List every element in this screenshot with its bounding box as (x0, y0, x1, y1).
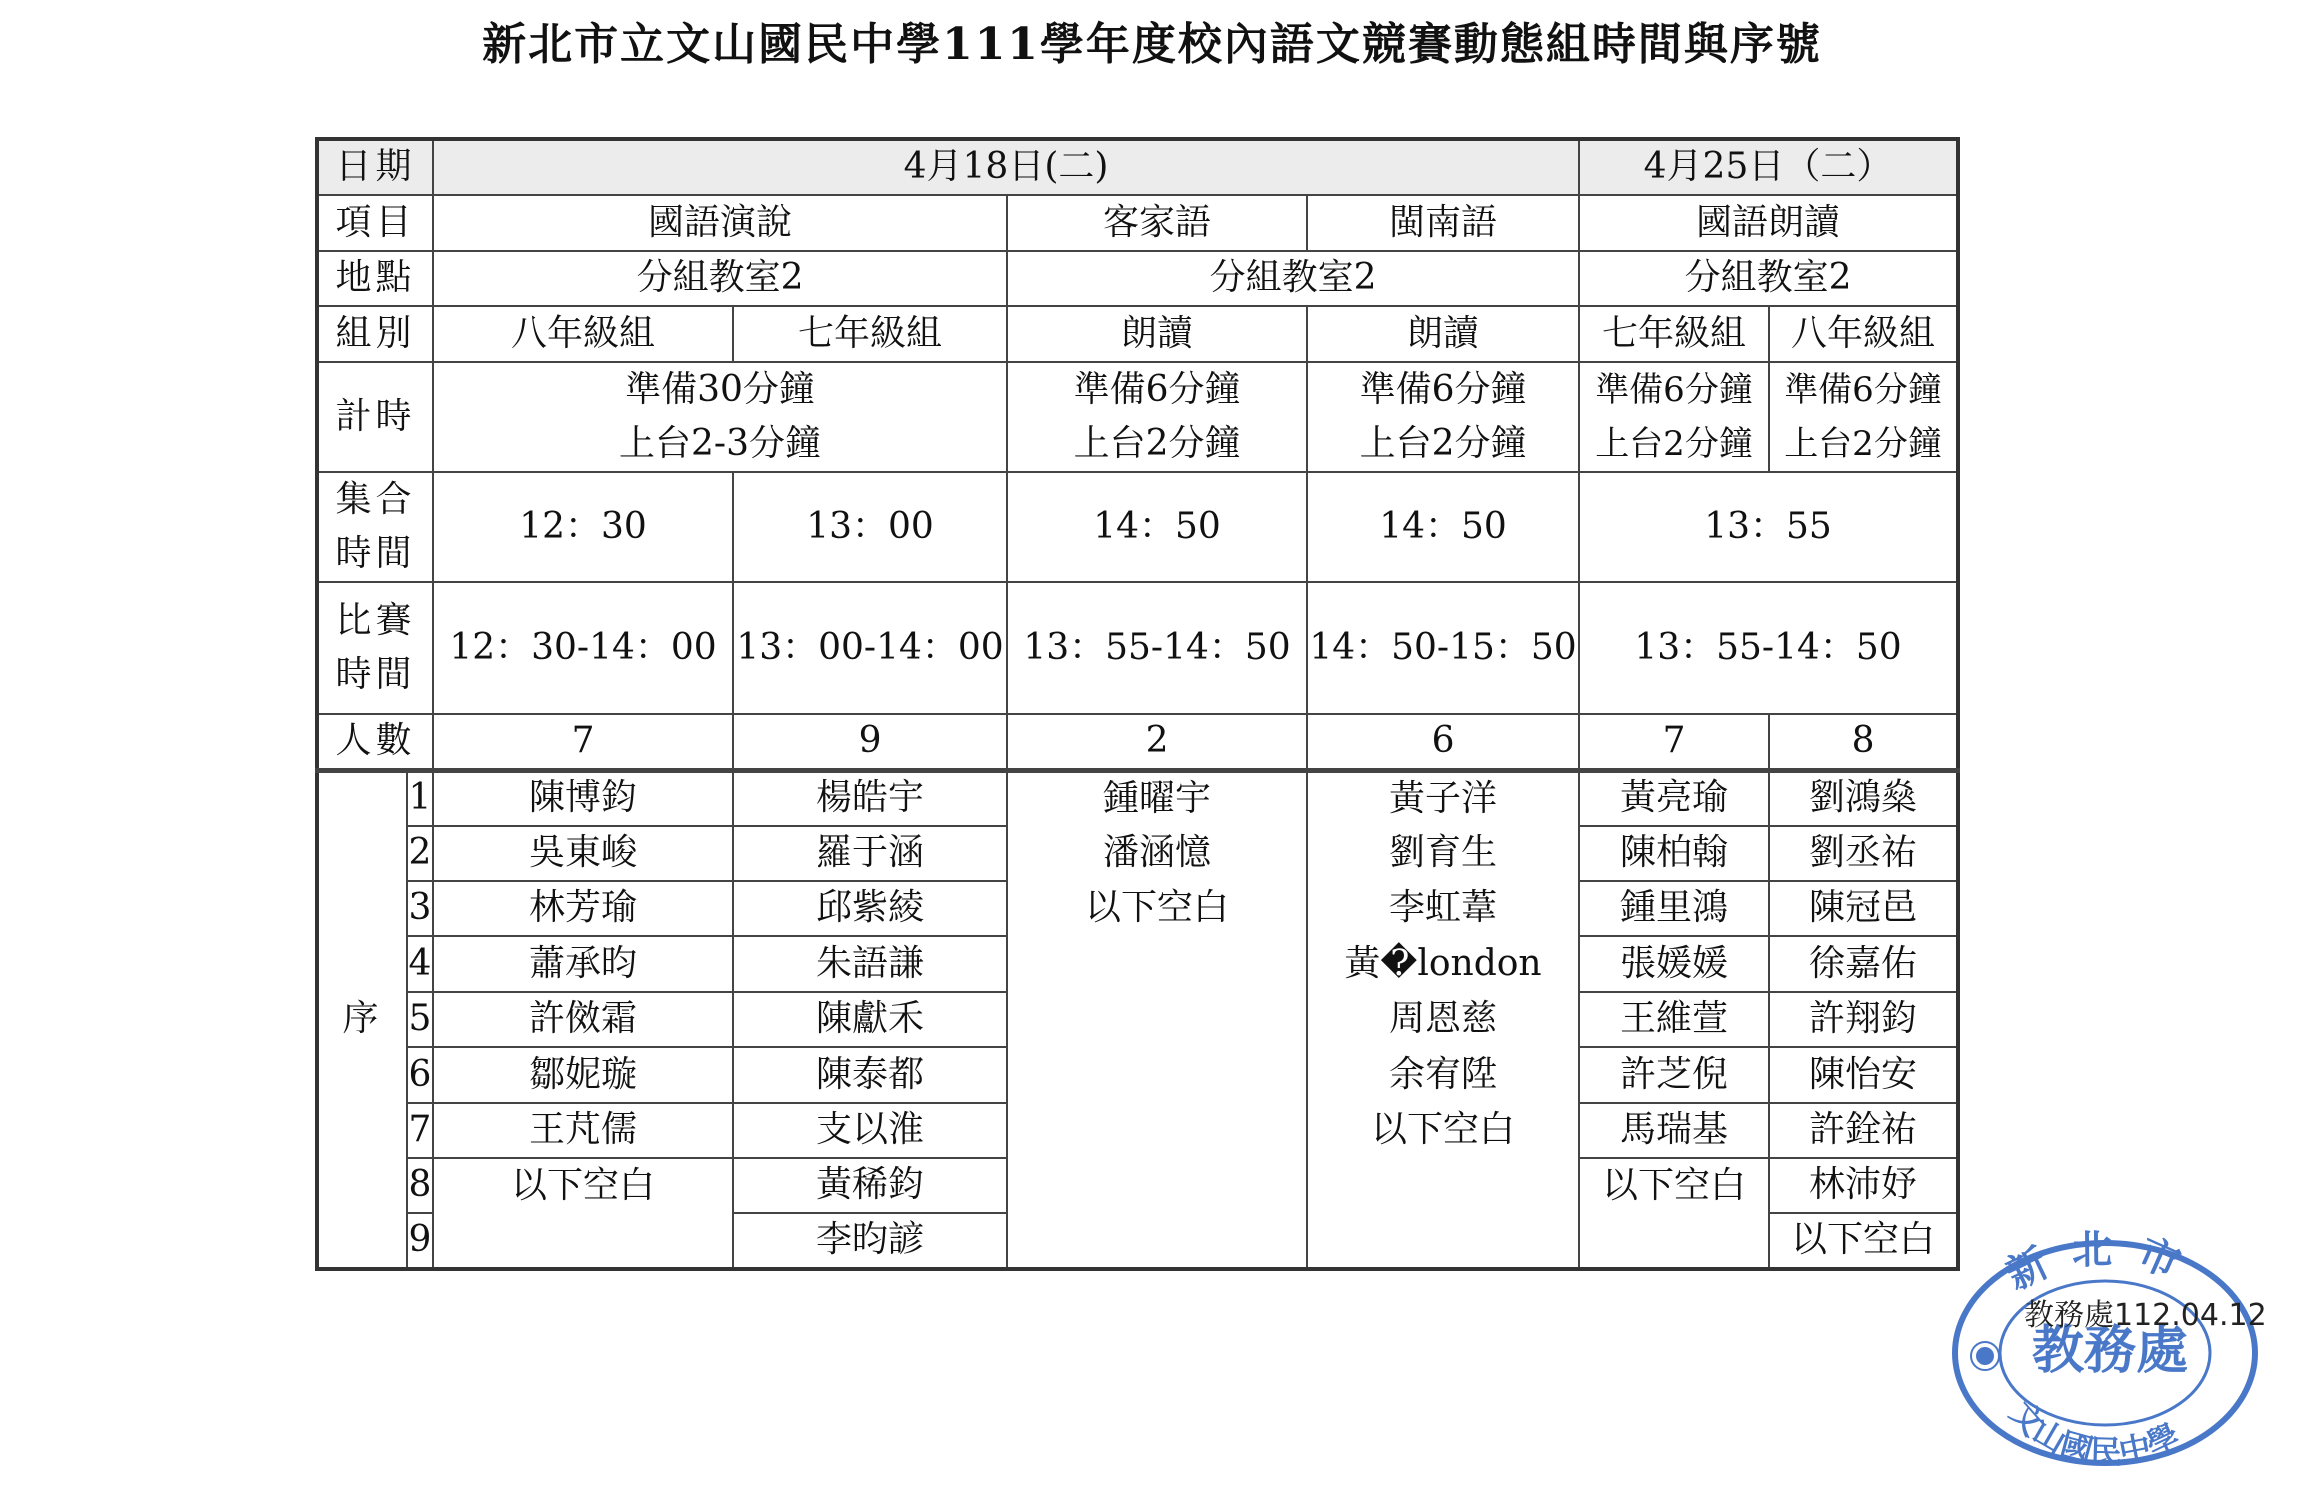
group-cell: 八年級組 (1769, 306, 1958, 362)
name-cell: 陳冠邑 (1769, 881, 1958, 936)
count-cell: 6 (1307, 714, 1579, 770)
name-cell: 以下空白 (1007, 881, 1307, 936)
name-cell: 許芝倪 (1579, 1047, 1769, 1103)
contest-time-cell: 13：00-14：00 (733, 582, 1007, 714)
order-number: 7 (407, 1103, 433, 1158)
count-cell: 9 (733, 714, 1007, 770)
timing-cell (1307, 362, 1579, 472)
name-cell (1007, 936, 1307, 992)
assembly-time-cell: 14：50 (1307, 472, 1579, 582)
name-cell: 羅于涵 (733, 826, 1007, 881)
count-cell: 7 (1579, 714, 1769, 770)
order-number: 6 (407, 1047, 433, 1103)
group-cell: 八年級組 (433, 306, 733, 362)
seal-bottom-text: 文山國民中學 (2002, 1394, 2186, 1468)
contest-time-cell: 13：55-14：50 (1007, 582, 1307, 714)
row-label-item: 項目 (317, 195, 433, 251)
schedule-table (315, 137, 1960, 1271)
timing-stage: 上台2分鐘 (1073, 423, 1241, 464)
timing-stage: 上台2-3分鐘 (619, 423, 821, 464)
order-number: 2 (407, 826, 433, 881)
assembly-time-cell: 13：55 (1579, 472, 1958, 582)
row-label-count: 人數 (317, 714, 433, 770)
academic-affairs-seal (1940, 1228, 2270, 1468)
name-cell: 支以淮 (733, 1103, 1007, 1158)
timing-prep: 準備6分鐘 (1073, 369, 1241, 410)
name-cell: 周恩慈 (1307, 992, 1579, 1047)
timing-prep: 準備6分鐘 (1595, 370, 1753, 410)
name-cell: 劉丞祐 (1769, 826, 1958, 881)
name-cell: 余宥陞 (1307, 1047, 1579, 1103)
count-cell: 7 (433, 714, 733, 770)
name-cell: 林芳瑜 (433, 881, 733, 936)
assembly-time-cell: 13：00 (733, 472, 1007, 582)
item-cell-hakka: 客家語 (1007, 195, 1307, 251)
name-cell: 馬瑞基 (1579, 1103, 1769, 1158)
date-cell-0418: 4月18日(二) (433, 139, 1579, 195)
name-cell: 許銓祐 (1769, 1103, 1958, 1158)
group-cell: 朗讀 (1007, 306, 1307, 362)
timing-prep: 準備6分鐘 (1784, 370, 1942, 410)
name-cell: 許翔鈞 (1769, 992, 1958, 1047)
name-cell: 陳怡安 (1769, 1047, 1958, 1103)
name-cell: 李昀諺 (733, 1213, 1007, 1269)
row-label-group: 組別 (317, 306, 433, 362)
row-label-date: 日期 (317, 139, 433, 195)
timing-stage: 上台2分鐘 (1359, 423, 1527, 464)
seal-top-text: 新北市 (1999, 1228, 2207, 1299)
date-cell-0425: 4月25日（二） (1579, 139, 1958, 195)
name-cell (1007, 1103, 1307, 1158)
row-label-assembly: 集合 時間 (317, 472, 433, 582)
name-cell: 黃亮瑜 (1579, 770, 1769, 826)
name-cell: 朱語謙 (733, 936, 1007, 992)
name-cell: 邱紫綾 (733, 881, 1007, 936)
name-cell (1007, 1158, 1307, 1213)
name-cell: 以下空白 (1769, 1213, 1958, 1269)
page-title: 新北市立文山國民中學111學年度校內語文競賽動態組時間與序號 (482, 19, 1822, 70)
item-cell-speech: 國語演說 (433, 195, 1007, 251)
item-cell-reading: 國語朗讀 (1579, 195, 1958, 251)
order-number: 1 (407, 770, 433, 826)
name-cell: 李虹葦 (1307, 881, 1579, 936)
name-cell: 鄒妮璇 (433, 1047, 733, 1103)
timing-cell (433, 362, 1007, 472)
name-cell (433, 1213, 733, 1269)
row-label-timing: 計時 (317, 362, 433, 472)
item-cell-minnan: 閩南語 (1307, 195, 1579, 251)
seal-center-text: 教務處 (2031, 1320, 2189, 1381)
name-cell: 鍾里鴻 (1579, 881, 1769, 936)
contest-time-cell: 13：55-14：50 (1579, 582, 1958, 714)
name-cell (1579, 1213, 1769, 1269)
name-cell: 陳泰都 (733, 1047, 1007, 1103)
row-label-order: 序 (317, 770, 407, 1269)
name-cell: 以下空白 (1579, 1158, 1769, 1213)
order-number: 9 (407, 1213, 433, 1269)
name-cell (1307, 1158, 1579, 1213)
name-cell: 蕭承昀 (433, 936, 733, 992)
name-cell: 楊皓宇 (733, 770, 1007, 826)
count-cell: 8 (1769, 714, 1958, 770)
name-cell: 陳柏翰 (1579, 826, 1769, 881)
name-cell: 黃稀鈞 (733, 1158, 1007, 1213)
timing-cell (1579, 362, 1769, 472)
seal-emblem-icon (1971, 1342, 1999, 1370)
contest-time-cell: 14：50-15：50 (1307, 582, 1579, 714)
name-cell: 陳獻禾 (733, 992, 1007, 1047)
group-cell: 朗讀 (1307, 306, 1579, 362)
order-number: 5 (407, 992, 433, 1047)
assembly-time-cell: 12：30 (433, 472, 733, 582)
name-cell: 黃子洋 (1307, 770, 1579, 826)
name-cell: 徐嘉佑 (1769, 936, 1958, 992)
name-cell: 黃�london (1307, 936, 1579, 992)
name-cell: 張媛媛 (1579, 936, 1769, 992)
row-label-location: 地點 (317, 251, 433, 306)
name-cell (1007, 1213, 1307, 1269)
name-cell: 劉鴻燊 (1769, 770, 1958, 826)
name-cell: 許傚霜 (433, 992, 733, 1047)
group-cell: 七年級組 (733, 306, 1007, 362)
order-number: 8 (407, 1158, 433, 1213)
count-cell: 2 (1007, 714, 1307, 770)
name-cell: 王芃儒 (433, 1103, 733, 1158)
name-cell: 陳博鈞 (433, 770, 733, 826)
location-cell: 分組教室2 (1007, 251, 1579, 306)
name-cell: 王維萱 (1579, 992, 1769, 1047)
group-cell: 七年級組 (1579, 306, 1769, 362)
name-cell (1307, 1213, 1579, 1269)
order-number: 4 (407, 936, 433, 992)
timing-prep: 準備30分鐘 (625, 369, 815, 410)
name-cell: 劉育生 (1307, 826, 1579, 881)
name-cell: 以下空白 (433, 1158, 733, 1213)
order-number: 3 (407, 881, 433, 936)
timing-cell (1769, 362, 1958, 472)
name-cell: 吳東峻 (433, 826, 733, 881)
name-cell: 以下空白 (1307, 1103, 1579, 1158)
name-cell: 潘涵憶 (1007, 826, 1307, 881)
timing-stage: 上台2分鐘 (1784, 424, 1942, 464)
assembly-time-cell: 14：50 (1007, 472, 1307, 582)
location-cell: 分組教室2 (1579, 251, 1958, 306)
timing-prep: 準備6分鐘 (1359, 369, 1527, 410)
name-cell (1007, 1047, 1307, 1103)
name-cell: 鍾曜宇 (1007, 770, 1307, 826)
seal-date-note: 教務處112.04.12 (2024, 1298, 2267, 1333)
name-cell (1007, 992, 1307, 1047)
location-cell: 分組教室2 (433, 251, 1007, 306)
name-cell: 林沛妤 (1769, 1158, 1958, 1213)
row-label-contest: 比賽 時間 (317, 582, 433, 714)
contest-time-cell: 12：30-14：00 (433, 582, 733, 714)
timing-cell (1007, 362, 1307, 472)
timing-stage: 上台2分鐘 (1595, 424, 1753, 464)
